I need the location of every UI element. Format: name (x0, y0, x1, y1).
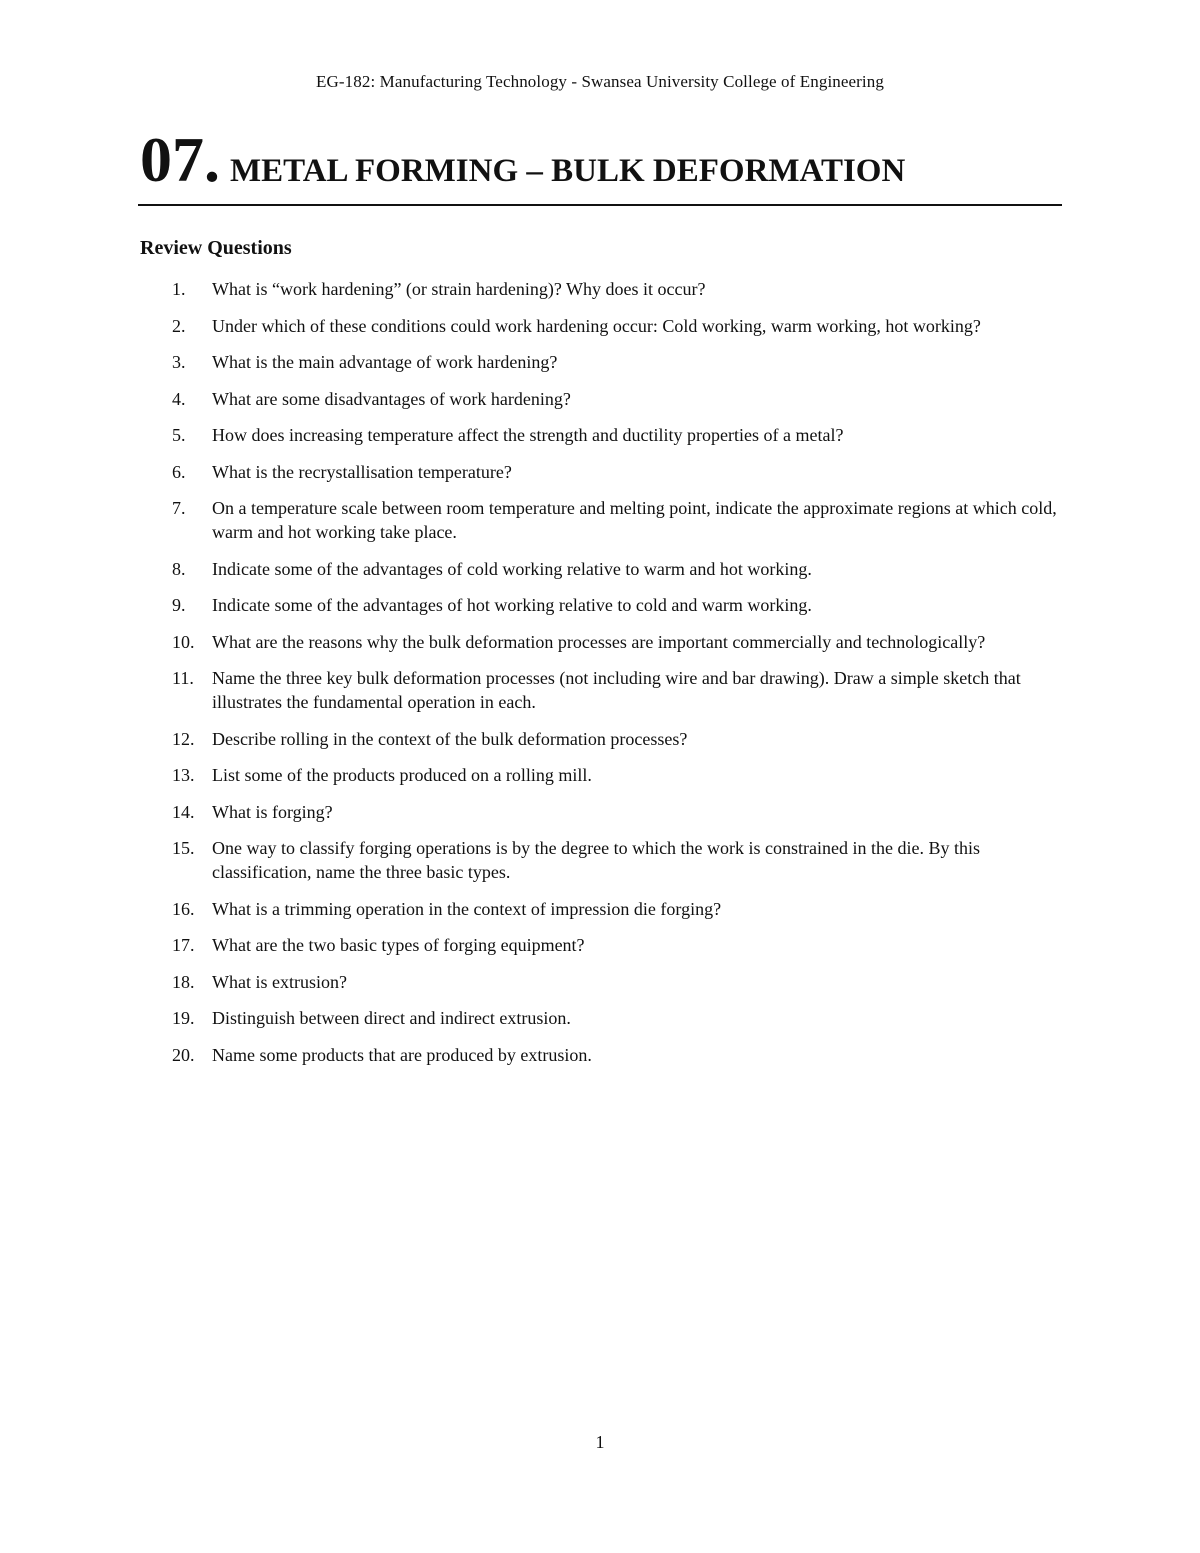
question-item (160, 933, 1060, 957)
question-number: 14. (172, 801, 195, 822)
question-text: What is forging? (212, 801, 333, 822)
question-text: What are the reasons why the bulk deformation processes are important commercially and technologically? (212, 631, 986, 652)
question-item (160, 314, 1060, 338)
question-text: What is the main advantage of work hardening? (212, 352, 558, 372)
question-text: What is a trimming operation in the context of impression die forging? (212, 898, 722, 919)
title-divider (138, 204, 1062, 206)
question-number: 13. (172, 765, 195, 785)
question-item (160, 423, 1060, 447)
question-number: 20. (172, 1044, 195, 1065)
question-item (160, 763, 1060, 787)
question-number: 5. (172, 425, 186, 445)
question-text: What are some disadvantages of work hardening? (212, 388, 571, 409)
question-number: 1. (172, 279, 186, 299)
question-text: Name the three key bulk deformation processes (not including wire and bar drawing). Draw a simple sketch that illustrates the fundamental operation in each. (212, 668, 1021, 712)
question-item (160, 800, 1060, 824)
question-list (160, 277, 1060, 1079)
question-number: 11. (172, 668, 194, 688)
question-item (160, 350, 1060, 374)
question-text: Indicate some of the advantages of cold working relative to warm and hot working. (212, 558, 812, 579)
chapter-title-text: METAL FORMING – BULK DEFORMATION (230, 153, 906, 189)
question-item (160, 593, 1060, 617)
section-heading: Review Questions (140, 237, 292, 259)
question-text: What are the two basic types of forging equipment? (212, 935, 585, 955)
question-item (160, 666, 1060, 714)
question-item (160, 387, 1060, 411)
question-item (160, 897, 1060, 921)
question-item (160, 970, 1060, 994)
question-text: List some of the products produced on a rolling mill. (212, 765, 592, 785)
question-number: 19. (172, 1008, 195, 1028)
question-item (160, 277, 1060, 301)
question-text: What is “work hardening” (or strain hardening)? Why does it occur? (212, 279, 706, 299)
question-number: 7. (172, 498, 186, 518)
question-text: One way to classify forging operations is by the degree to which the work is constrained in the die. By this classification, name the three basic types. (212, 838, 981, 882)
question-number: 4. (172, 388, 186, 409)
question-item (160, 557, 1060, 581)
question-item (160, 1043, 1060, 1067)
question-number: 10. (172, 631, 195, 652)
question-number: 6. (172, 461, 186, 482)
question-item (160, 630, 1060, 654)
running-header: EG-182: Manufacturing Technology - Swansea University College of Engineering (316, 72, 884, 91)
question-text: Name some products that are produced by extrusion. (212, 1044, 592, 1065)
question-text: How does increasing temperature affect the strength and ductility properties of a metal? (212, 425, 844, 445)
question-text: What is the recrystallisation temperature? (212, 461, 512, 482)
question-text: On a temperature scale between room temperature and melting point, indicate the approximate regions at which cold, warm and hot working take place. (212, 498, 1057, 542)
question-number: 12. (172, 728, 195, 749)
question-item (160, 460, 1060, 484)
chapter-title (140, 122, 1070, 209)
question-text: What is extrusion? (212, 971, 347, 992)
question-text: Describe rolling in the context of the bulk deformation processes? (212, 728, 688, 749)
question-item (160, 1006, 1060, 1030)
page-number: 1 (595, 1432, 605, 1452)
question-text: Distinguish between direct and indirect extrusion. (212, 1008, 571, 1028)
question-item (160, 496, 1060, 544)
question-number: 15. (172, 838, 195, 858)
question-number: 8. (172, 558, 186, 579)
question-item (160, 836, 1060, 884)
question-number: 9. (172, 595, 186, 615)
question-text: Under which of these conditions could work hardening occur: Cold working, warm working, hot working? (212, 315, 981, 336)
question-number: 2. (172, 315, 186, 336)
question-item (160, 727, 1060, 751)
question-number: 17. (172, 935, 195, 955)
question-number: 16. (172, 898, 195, 919)
question-text: Indicate some of the advantages of hot working relative to cold and warm working. (212, 595, 812, 615)
question-number: 3. (172, 352, 186, 372)
chapter-number: 07. (140, 124, 220, 195)
question-number: 18. (172, 971, 195, 992)
